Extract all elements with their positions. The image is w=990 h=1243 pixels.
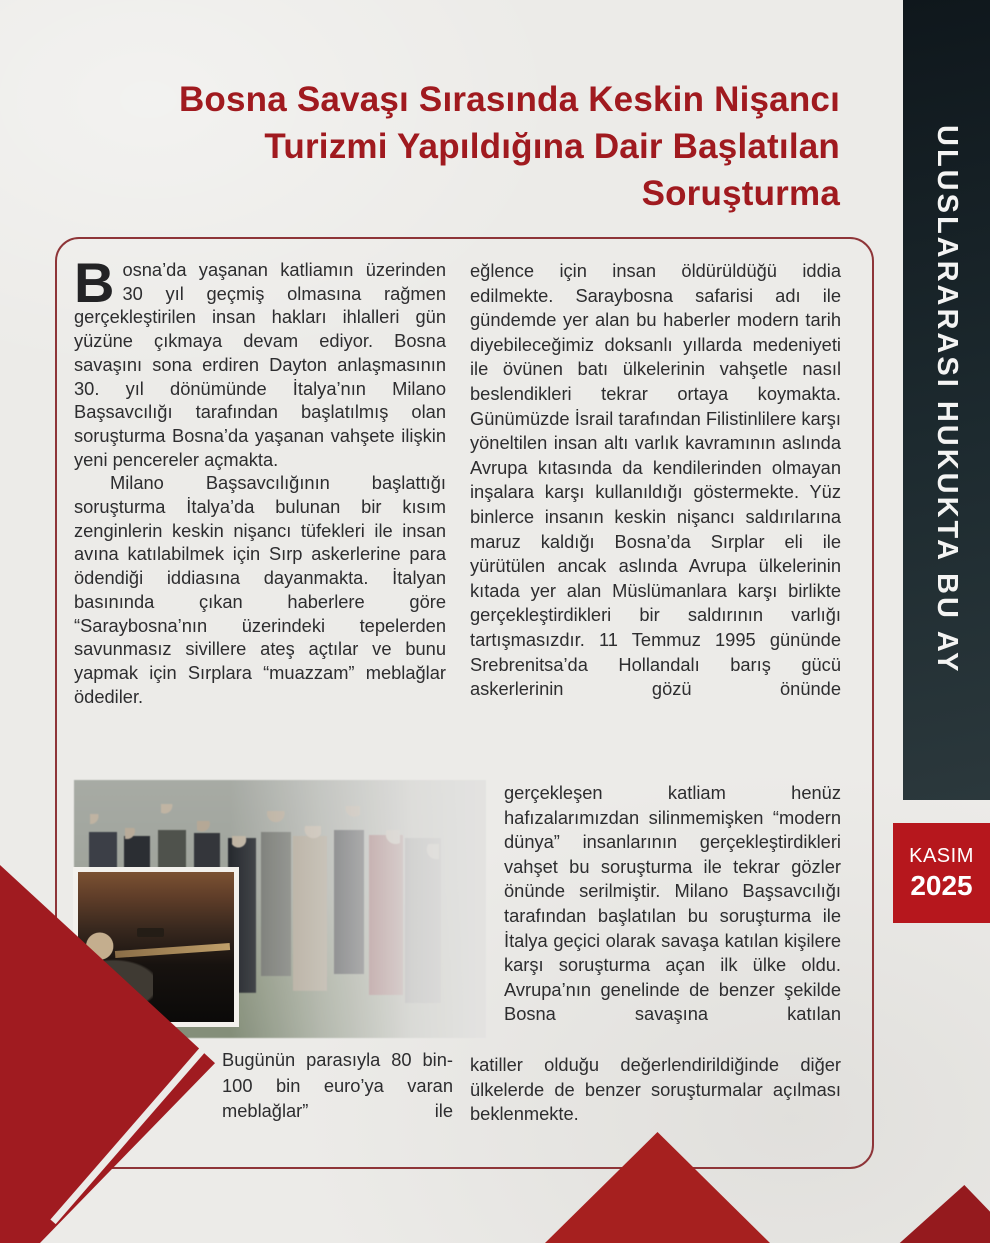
issue-year: 2025 — [910, 869, 973, 901]
article-column-right-indented: gerçekleşen katliam henüz hafızalarımızdan silinmemişken “modern dünya” insanlarının gerçekleştirdikleri vahşet bu soruşturma ile tekrar gözler önünde serilmiştir. Milano Başsavcılığı tarafından başlatılan bu soruşturma ile İtalya geçici olarak savaşa katılan kişilere karşı soruşturma açan ilk ülke oldu. Avrupa’nın genelinde de benzer şekilde Bosna savaşına katılan — [504, 782, 841, 1025]
article-column-left — [74, 251, 446, 727]
title-line-1: Bosna Savaşı Sırasında Keskin Nişancı — [178, 80, 840, 119]
page-title — [110, 76, 840, 217]
sidebar-section-label: ULUSLARARASI HUKUKTA BU AY — [931, 125, 963, 675]
paragraph-2: Milano Başsavcılığının başlattığı soruşturma İtalya’da bulunan bir kısım zenginlerin keskin nişancı tüfekleri ile insan avına katılabilmek için Sırp askerlerine para ödendiği iddiasına dayanmakta. İtalyan basınında çıkan haberlere göre “Saraybosna’nın üzerindeki tepelerden savunmasız sivillere ateş açtılar ve bunu yapmak için Sırplara “muazzam” meblağlar ödediler. — [74, 472, 446, 707]
title-line-2: Turizmi Yapıldığına Dair Başlatılan — [264, 127, 840, 166]
section-sidebar — [903, 0, 990, 800]
issue-date-badge — [893, 823, 990, 923]
article-column-right-top: eğlence için insan öldürüldüğü iddia edilmekte. Saraybosna safarisi adı ile gündemde yer alan bu haberler modern tarih diyebileceğimiz doksanlı yıllarda medeniyeti ile övünen batı ülkelerinin vahşetle nasıl beslendikleri tekrar ortaya koymakta. Günümüzde İsrail tarafından Filistinlilere karşı yöneltilen insan altı varlık kavramının aslında Avrupa kıtasında da kendilerinden olmayan inşalara karşı kullanıldığı göstermekte. Yüz binlerce insanın keskin nişancı saldırılarına maruz kaldığı Bosna’da Sırplar eli ile yürütülen ancak aslında Avrupa ülkelerinin kıtada yer alan Müslümanlara karşı birlikte gerçekleştirdikleri bir saldırının varlığı tartışmasızdır. 11 Temmuz 1995 gününde Srebrenitsa’da Hollandalı barış gücü askerlerinin gözü önünde — [470, 260, 841, 700]
bottom-right-triangle-decoration — [895, 1185, 990, 1243]
paragraph-1 — [74, 251, 446, 471]
issue-month: KASIM — [909, 844, 974, 867]
left-column-caption: Bugünün parasıyla 80 bin-100 bin euro’ya varan meblağlar” ile — [222, 1049, 453, 1121]
dropcap-letter: B — [74, 251, 115, 314]
title-line-3: Soruşturma — [641, 174, 840, 213]
article-column-right-bottom: katiller olduğu değerlendirildiğinde diğer ülkelerde de benzer soruşturmalar açılması beklenmekte. — [470, 1054, 841, 1125]
paragraph-1-text: osna’da yaşanan katliamın üzerinden 30 yıl geçmiş olmasına rağmen gerçekleştirilen insan hakları ihlalleri gün yüzüne çıkmaya devam ediyor. Bosna savaşını sona erdiren Dayton anlaşmasının 30. yıl dönümünde İtalya’nın Milano Başsavcılığı tarafından başlatılmış olan soruşturma Bosna’da yaşanan vahşete ilişkin yeni pencereler açmakta. — [74, 259, 446, 470]
